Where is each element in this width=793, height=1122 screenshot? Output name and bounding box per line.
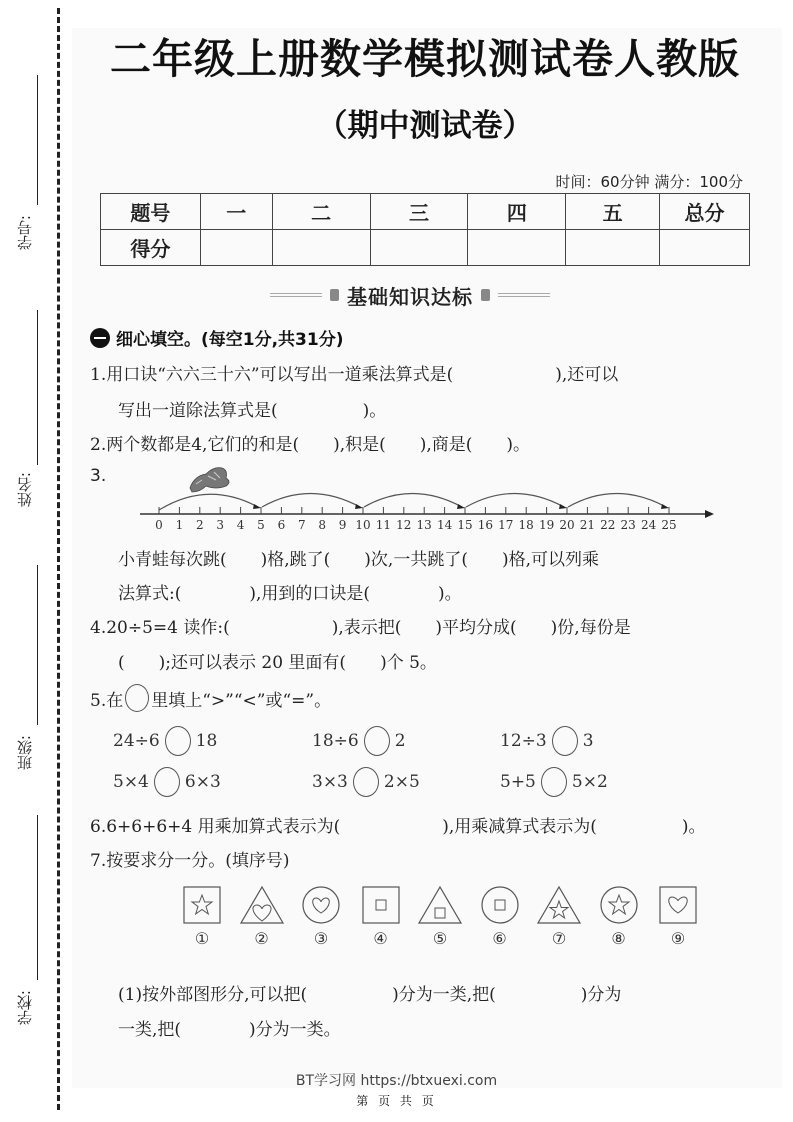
score-table-cell: 三 xyxy=(370,194,468,230)
shape-item-3 xyxy=(299,885,343,948)
svg-text:15: 15 xyxy=(457,518,473,532)
part-one-label: 细心填空。(每空1分,共31分) xyxy=(116,330,344,350)
school-blank[interactable] xyxy=(37,815,38,980)
class-label: 班级: xyxy=(16,735,34,771)
svg-text:11: 11 xyxy=(375,518,392,532)
svg-text:14: 14 xyxy=(436,518,453,532)
comparison-item xyxy=(500,726,594,756)
shape-number: ⑥ xyxy=(492,929,507,948)
question-4-line-1: 4.20÷5=4 读作:( ),表示把( )平均分成( )份,每份是 xyxy=(90,618,631,638)
svg-text:10: 10 xyxy=(355,518,371,532)
svg-text:13: 13 xyxy=(416,518,432,532)
question-3-label: 3. xyxy=(90,466,107,486)
section-header xyxy=(265,281,555,309)
question-7-sub-1-line-1: (1)按外部图形分,可以把( )分为一类,把( )分为 xyxy=(118,985,622,1005)
footer-website[interactable]: BT学习网 https://btxuexi.com xyxy=(295,1073,498,1089)
svg-text:6: 6 xyxy=(277,518,286,532)
question-3-line-2: 法算式:( ),用到的口诀是( )。 xyxy=(118,584,462,604)
score-input-cell[interactable] xyxy=(566,230,660,266)
shape-number: ⑨ xyxy=(670,929,686,948)
part-one-title xyxy=(90,325,343,350)
svg-text:3: 3 xyxy=(216,518,225,532)
footer-page-number: 第 页 共 页 xyxy=(356,1094,437,1108)
comparison-left: 5×4 xyxy=(113,772,149,792)
comparison-right: 6×3 xyxy=(184,772,221,792)
comparison-answer-circle[interactable] xyxy=(165,726,191,756)
shape-item-6 xyxy=(478,885,522,948)
decorative-line xyxy=(270,293,322,297)
circle-star-icon xyxy=(598,885,640,925)
frog-icon xyxy=(190,468,229,492)
comparison-right: 5×2 xyxy=(571,772,608,792)
score-input-cell[interactable] xyxy=(468,230,566,266)
question-7-sub-1-line-2: 一类,把( )分为一类。 xyxy=(118,1020,341,1040)
svg-text:2: 2 xyxy=(195,518,204,532)
page-subtitle: （期中测试卷） xyxy=(316,108,534,144)
score-table-cell: 总分 xyxy=(660,194,750,230)
number-line-diagram xyxy=(130,460,720,532)
question-5-suffix: 里填上“>”“<”或“=”。 xyxy=(151,690,332,711)
shape-item-9 xyxy=(656,885,700,948)
question-2: 2.两个数都是4,它们的和是( ),积是( ),商是( )。 xyxy=(90,435,531,455)
comparison-right: 3 xyxy=(582,731,594,751)
comparison-answer-circle[interactable] xyxy=(364,726,390,756)
name-blank[interactable] xyxy=(37,310,38,465)
comparison-left: 12÷3 xyxy=(500,731,547,751)
svg-text:7: 7 xyxy=(297,518,306,532)
svg-text:23: 23 xyxy=(620,518,636,532)
name-label: 姓名: xyxy=(16,472,34,508)
score-table-cell: 四 xyxy=(468,194,566,230)
score-input-cell[interactable] xyxy=(200,230,272,266)
comparison-left: 18÷6 xyxy=(312,731,359,751)
question-3-line-1: 小青蛙每次跳( )格,跳了( )次,一共跳了( )格,可以列乘 xyxy=(118,550,600,570)
svg-text:24: 24 xyxy=(640,518,657,532)
score-table-cell: 得分 xyxy=(101,230,201,266)
question-6: 6.6+6+6+4 用乘加算式表示为( ),用乘减算式表示为( )。 xyxy=(90,817,706,837)
svg-text:4: 4 xyxy=(236,518,245,532)
svg-text:22: 22 xyxy=(600,518,616,532)
score-table xyxy=(100,193,750,266)
shape-item-7 xyxy=(537,885,581,948)
class-field[interactable] xyxy=(0,565,50,775)
number-line-labels xyxy=(155,518,676,532)
shape-number: ④ xyxy=(373,929,388,948)
section-title: 基础知识达标 xyxy=(347,284,473,309)
svg-text:5: 5 xyxy=(257,518,265,532)
score-input-cell[interactable] xyxy=(660,230,750,266)
svg-text:21: 21 xyxy=(579,518,596,532)
comparison-circle-icon xyxy=(125,684,149,712)
question-5-instruction xyxy=(90,684,331,712)
jump-arcs xyxy=(159,494,666,511)
shape-number: ② xyxy=(254,929,269,948)
question-4-line-2: ( );还可以表示 20 里面有( )个 5。 xyxy=(118,653,437,673)
svg-text:17: 17 xyxy=(498,518,514,532)
svg-text:25: 25 xyxy=(661,518,677,532)
score-table-header-row xyxy=(101,194,750,230)
student-id-label: 学号: xyxy=(16,215,34,251)
comparison-item xyxy=(312,767,420,797)
svg-text:16: 16 xyxy=(477,518,494,532)
comparison-right: 18 xyxy=(195,731,218,751)
student-id-blank[interactable] xyxy=(37,75,38,205)
svg-text:12: 12 xyxy=(396,518,412,532)
comparison-answer-circle[interactable] xyxy=(541,767,567,797)
square-star-icon xyxy=(182,885,222,925)
comparison-left: 3×3 xyxy=(312,772,348,792)
score-table-cell: 题号 xyxy=(101,194,201,230)
decorative-block-icon xyxy=(330,289,339,301)
shape-item-5 xyxy=(418,885,462,948)
name-field[interactable] xyxy=(0,310,50,510)
svg-text:18: 18 xyxy=(518,518,534,532)
circle-heart-icon xyxy=(300,885,342,925)
svg-text:20: 20 xyxy=(559,518,575,532)
shape-item-2 xyxy=(240,885,284,948)
binding-cut-line xyxy=(57,8,60,1110)
comparison-right: 2×5 xyxy=(383,772,420,792)
shape-item-4 xyxy=(359,885,403,948)
shape-item-8 xyxy=(597,885,641,948)
svg-text:19: 19 xyxy=(538,518,555,532)
student-id-field[interactable] xyxy=(0,75,50,265)
school-field[interactable] xyxy=(0,815,50,1035)
comparison-item xyxy=(312,726,406,756)
comparison-item xyxy=(113,726,217,756)
question-1-line-1: 1.用口诀“六六三十六”可以写出一道乘法算式是( ),还可以 xyxy=(90,365,619,385)
axis-arrow-icon xyxy=(705,510,714,518)
score-table-cell: 一 xyxy=(200,194,272,230)
square-heart-icon xyxy=(658,885,698,925)
decorative-block-icon xyxy=(481,289,490,301)
score-table-cell: 二 xyxy=(272,194,370,230)
svg-text:9: 9 xyxy=(338,518,347,532)
comparison-right: 2 xyxy=(394,731,406,751)
comparison-answer-circle[interactable] xyxy=(353,767,379,797)
svg-text:0: 0 xyxy=(155,518,163,532)
score-input-cell[interactable] xyxy=(272,230,370,266)
shape-number: ① xyxy=(194,929,210,948)
question-7: 7.按要求分一分。(填序号) xyxy=(90,851,290,871)
score-table-score-row xyxy=(101,230,750,266)
square-square-icon xyxy=(361,885,401,925)
comparison-item xyxy=(500,767,608,797)
school-label: 学校: xyxy=(16,990,34,1026)
part-number-badge-icon xyxy=(90,328,110,348)
triangle-heart-icon xyxy=(239,885,285,925)
jump-arrowheads xyxy=(253,504,669,509)
svg-text:8: 8 xyxy=(318,518,327,532)
svg-text:1: 1 xyxy=(175,518,184,532)
comparison-answer-circle[interactable] xyxy=(552,726,578,756)
shape-number: ⑧ xyxy=(611,929,626,948)
shape-number: ③ xyxy=(313,929,329,948)
score-table-cell: 五 xyxy=(566,194,660,230)
comparison-left: 24÷6 xyxy=(113,731,160,751)
comparison-answer-circle[interactable] xyxy=(154,767,180,797)
triangle-star-icon xyxy=(536,885,582,925)
decorative-line xyxy=(498,293,550,297)
page-title: 二年级上册数学模拟测试卷人教版 xyxy=(110,35,740,83)
shape-number: ⑦ xyxy=(551,929,567,948)
comparison-left: 5+5 xyxy=(500,772,536,792)
shape-number: ⑤ xyxy=(432,929,448,948)
exam-meta: 时间：60分钟 满分：100分 xyxy=(555,173,743,191)
shape-set xyxy=(180,885,700,948)
triangle-square-icon xyxy=(417,885,463,925)
score-input-cell[interactable] xyxy=(370,230,468,266)
question-1-line-2: 写出一道除法算式是( )。 xyxy=(118,401,387,421)
shape-item-1 xyxy=(180,885,224,948)
circle-square-icon xyxy=(479,885,521,925)
number-line-ticks xyxy=(159,507,669,514)
class-blank[interactable] xyxy=(37,565,38,725)
question-5-prefix: 5.在 xyxy=(90,690,124,711)
comparison-item xyxy=(113,767,221,797)
